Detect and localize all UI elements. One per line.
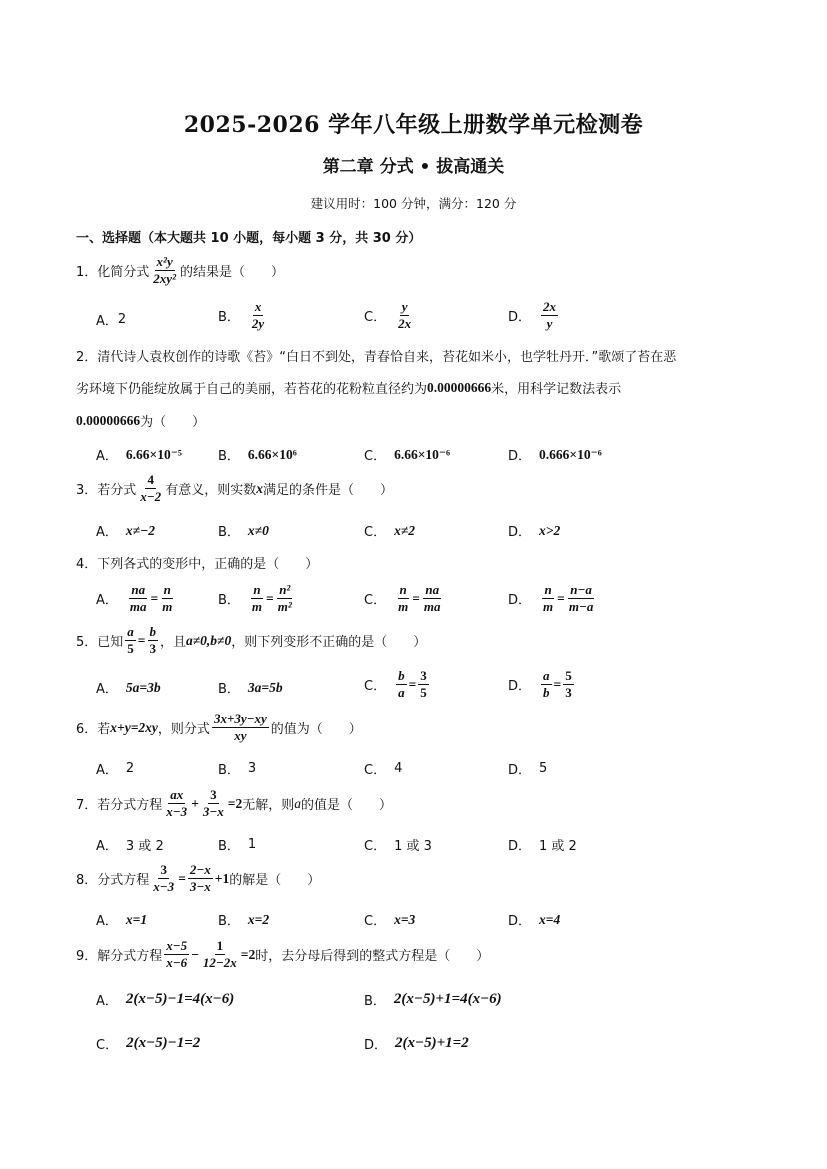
denominator: m bbox=[398, 599, 409, 614]
numerator: 5 bbox=[565, 668, 572, 683]
option-c[interactable] bbox=[364, 835, 432, 854]
equals-sign: = bbox=[137, 632, 146, 648]
math-variable: x bbox=[256, 480, 263, 496]
numerator: n bbox=[253, 582, 261, 597]
numerator: 3x+3y−xy bbox=[213, 711, 267, 726]
numerator: 2−x bbox=[189, 862, 211, 877]
numerator: n bbox=[399, 582, 407, 597]
denominator: 5 bbox=[420, 685, 427, 700]
option-label: B． bbox=[218, 593, 240, 608]
option-d[interactable] bbox=[508, 445, 602, 464]
denominator: x−6 bbox=[166, 955, 188, 970]
equation-rhs: =2 bbox=[240, 946, 256, 962]
option-b[interactable] bbox=[218, 759, 256, 778]
fraction bbox=[125, 625, 136, 656]
option-label: C． bbox=[364, 763, 387, 778]
option-d[interactable] bbox=[364, 1034, 469, 1053]
denominator: b bbox=[543, 685, 550, 700]
numerator: n² bbox=[279, 582, 291, 597]
numerator: 3 bbox=[160, 862, 167, 877]
option-a[interactable] bbox=[96, 910, 147, 929]
option-value: 2(x−5)−1=4(x−6) bbox=[125, 991, 235, 1007]
option-label: C． bbox=[96, 1038, 119, 1053]
option-value: 1 bbox=[247, 837, 257, 852]
question-text: 有意义，则实数 bbox=[165, 483, 257, 498]
option-c[interactable] bbox=[364, 521, 415, 540]
option-label: B． bbox=[218, 310, 240, 325]
numerator: 2x bbox=[543, 299, 557, 314]
option-b[interactable] bbox=[218, 445, 297, 464]
equation-rhs: =2 bbox=[227, 795, 243, 811]
question-text: 劣环境下仍能绽放属于自己的美丽，若苔花的花粉粒直径约为 bbox=[76, 382, 428, 397]
fraction bbox=[128, 583, 149, 614]
chapter-subtitle: 第二章 分式 • 拔高通关 bbox=[322, 157, 505, 177]
denominator: a bbox=[398, 685, 405, 700]
fraction bbox=[250, 583, 264, 614]
fraction bbox=[541, 669, 552, 700]
equals-sign: = bbox=[178, 870, 186, 886]
numerator: x²y bbox=[156, 254, 173, 269]
option-value: 4 bbox=[394, 761, 403, 776]
question-6 bbox=[76, 712, 362, 743]
option-label: D． bbox=[508, 310, 532, 325]
question-text: 时，去分母后得到的整式方程是（ ） bbox=[255, 949, 490, 964]
option-d[interactable] bbox=[508, 669, 576, 700]
option-label: B． bbox=[218, 914, 240, 929]
option-value: 1 或 2 bbox=[539, 839, 577, 854]
question-text: 化简分式 bbox=[97, 265, 150, 280]
option-label: A． bbox=[96, 593, 118, 608]
numerator: n−a bbox=[570, 582, 592, 597]
question-text: 为（ ） bbox=[140, 415, 206, 430]
section-title: 一、选择题（本大题共 10 小题，每小题 3 分，共 30 分） bbox=[76, 231, 422, 246]
option-label: B． bbox=[218, 763, 240, 778]
fraction bbox=[212, 712, 269, 743]
option-value: 6.66×10⁻⁶ bbox=[394, 446, 451, 462]
option-value: x=4 bbox=[539, 911, 561, 927]
option-b[interactable] bbox=[218, 910, 269, 929]
option-label: C． bbox=[364, 839, 387, 854]
question-text: 已知 bbox=[97, 635, 124, 650]
equals-sign: = bbox=[412, 590, 420, 606]
question-number: 7． bbox=[76, 798, 98, 813]
plus-sign: + bbox=[191, 795, 199, 811]
question-5 bbox=[76, 625, 426, 656]
option-label: D． bbox=[508, 679, 532, 694]
numerator: a bbox=[127, 624, 134, 639]
option-label: C． bbox=[364, 525, 387, 540]
option-value: 2 bbox=[117, 312, 127, 327]
option-label: D． bbox=[508, 914, 532, 929]
question-2-line-2 bbox=[76, 378, 621, 397]
option-b[interactable] bbox=[218, 583, 296, 614]
question-text: ，则分式 bbox=[157, 722, 210, 737]
option-d[interactable] bbox=[508, 835, 577, 854]
numerator: n bbox=[163, 582, 171, 597]
option-b[interactable] bbox=[364, 990, 502, 1009]
option-label: D． bbox=[364, 1038, 388, 1053]
option-d[interactable] bbox=[508, 759, 547, 778]
numerator: na bbox=[131, 582, 146, 597]
fraction bbox=[148, 625, 159, 656]
question-text: 分式方程 bbox=[97, 873, 150, 888]
option-label: A． bbox=[96, 449, 118, 464]
option-label: A． bbox=[96, 914, 118, 929]
numerator: 3 bbox=[210, 787, 217, 802]
denominator: ma bbox=[423, 599, 441, 614]
option-d[interactable] bbox=[508, 300, 560, 331]
option-a[interactable] bbox=[96, 445, 182, 464]
option-label: A． bbox=[96, 763, 118, 778]
question-9 bbox=[76, 939, 489, 970]
denominator: x−3 bbox=[153, 879, 175, 894]
numerator: n bbox=[544, 582, 552, 597]
math-condition: a≠0,b≠0 bbox=[186, 632, 232, 648]
option-value: 3a=5b bbox=[247, 679, 283, 695]
denominator: 2x bbox=[398, 316, 412, 331]
equation-tail: +1 bbox=[214, 870, 230, 886]
question-2-line-1: 2．清代诗人袁枚创作的诗歌《苔》“白日不到处，青春恰自来，苔花如米小，也学牡丹开．”歌颂了苔在恶 bbox=[76, 350, 677, 365]
denominator: 12−2x bbox=[202, 955, 237, 970]
question-text: 满足的条件是（ ） bbox=[262, 483, 393, 498]
numerator: x−5 bbox=[166, 938, 188, 953]
option-a[interactable] bbox=[96, 521, 155, 540]
question-1 bbox=[76, 255, 284, 286]
option-a[interactable] bbox=[96, 835, 164, 854]
question-number: 3． bbox=[76, 483, 98, 498]
denominator: 3−x bbox=[202, 804, 224, 819]
fraction bbox=[164, 788, 189, 819]
numerator: ax bbox=[170, 787, 184, 802]
denominator: 2xy² bbox=[153, 271, 176, 286]
numerator: a bbox=[543, 668, 550, 683]
denominator: x−3 bbox=[166, 804, 188, 819]
question-text: 的值是（ ） bbox=[301, 798, 393, 813]
question-4: 4．下列各式的变形中，正确的是（ ） bbox=[76, 557, 319, 572]
question-text: 的结果是（ ） bbox=[179, 265, 284, 280]
option-c[interactable] bbox=[96, 1034, 200, 1053]
fraction bbox=[138, 473, 163, 504]
option-a[interactable] bbox=[96, 583, 176, 614]
option-value: 5a=3b bbox=[125, 679, 161, 695]
equals-sign: = bbox=[408, 676, 417, 692]
option-value: 5 bbox=[539, 761, 548, 776]
option-label: D． bbox=[508, 763, 532, 778]
fraction bbox=[541, 583, 555, 614]
question-3 bbox=[76, 473, 393, 504]
question-text: 解分式方程 bbox=[97, 949, 163, 964]
option-label: A． bbox=[96, 839, 118, 854]
option-label: B． bbox=[218, 839, 240, 854]
fraction bbox=[201, 939, 239, 970]
denominator: x−2 bbox=[140, 489, 162, 504]
exam-title: 2025-2026 学年八年级上册数学单元检测卷 bbox=[183, 112, 644, 138]
fraction bbox=[396, 300, 413, 331]
option-value: 0.666×10⁻⁶ bbox=[539, 446, 602, 462]
option-value: 1 或 3 bbox=[394, 839, 432, 854]
equals-sign: = bbox=[266, 590, 274, 606]
minus-sign: − bbox=[191, 946, 199, 962]
question-2-line-3 bbox=[76, 411, 205, 430]
denominator: 3−x bbox=[189, 879, 211, 894]
option-value: 2(x−5)+1=2 bbox=[395, 1035, 469, 1051]
denominator: 3 bbox=[565, 685, 572, 700]
option-value: x>2 bbox=[539, 522, 561, 538]
fraction bbox=[396, 583, 410, 614]
option-c[interactable] bbox=[364, 300, 415, 331]
option-label: B． bbox=[218, 525, 240, 540]
option-a[interactable] bbox=[96, 990, 234, 1009]
option-value: x=3 bbox=[394, 911, 416, 927]
question-text: ，且 bbox=[160, 635, 187, 650]
math-value: 0.00000666 bbox=[76, 412, 141, 428]
question-text: 米，用科学记数法表示 bbox=[491, 382, 622, 397]
fraction bbox=[541, 300, 558, 331]
option-label: D． bbox=[508, 449, 532, 464]
option-value: x=2 bbox=[247, 911, 270, 927]
question-number: 8． bbox=[76, 873, 98, 888]
question-text: ，则下列变形不正确的是（ ） bbox=[231, 635, 427, 650]
option-value: x=1 bbox=[125, 911, 148, 927]
math-condition: x+y=2xy bbox=[110, 719, 158, 735]
denominator: m² bbox=[277, 599, 292, 614]
fraction bbox=[151, 863, 176, 894]
option-value: 3 bbox=[247, 761, 257, 776]
option-a[interactable] bbox=[96, 759, 134, 778]
option-label: A． bbox=[96, 682, 118, 697]
fraction bbox=[250, 300, 266, 331]
option-label: C． bbox=[364, 679, 387, 694]
denominator: m bbox=[251, 599, 263, 614]
numerator: 1 bbox=[216, 938, 224, 953]
fraction bbox=[201, 788, 226, 819]
option-label: C． bbox=[364, 593, 387, 608]
option-label: D． bbox=[508, 839, 532, 854]
fraction bbox=[164, 939, 189, 970]
option-label: A． bbox=[96, 525, 118, 540]
option-c[interactable] bbox=[364, 445, 450, 464]
fraction bbox=[188, 863, 213, 894]
option-value: 2 bbox=[125, 761, 135, 776]
denominator: y bbox=[546, 316, 553, 331]
question-number: 1． bbox=[76, 265, 98, 280]
option-value: x≠0 bbox=[247, 522, 269, 538]
option-value: 6.66×10⁻⁵ bbox=[125, 446, 182, 462]
fraction bbox=[396, 669, 407, 700]
denominator: xy bbox=[234, 728, 247, 743]
numerator: na bbox=[425, 582, 440, 597]
question-number: 6． bbox=[76, 722, 98, 737]
equals-sign: = bbox=[557, 590, 565, 606]
question-text: 的解是（ ） bbox=[229, 873, 321, 888]
fraction bbox=[563, 669, 574, 700]
option-label: D． bbox=[508, 593, 532, 608]
fraction bbox=[276, 583, 294, 614]
question-7 bbox=[76, 788, 392, 819]
numerator: 4 bbox=[147, 472, 154, 487]
equals-sign: = bbox=[150, 590, 159, 606]
option-label: B． bbox=[218, 682, 240, 697]
option-label: C． bbox=[364, 310, 387, 325]
fraction bbox=[567, 583, 596, 614]
option-a[interactable] bbox=[96, 310, 126, 329]
denominator: ma bbox=[129, 599, 147, 614]
fraction bbox=[418, 669, 429, 700]
option-value: x≠−2 bbox=[125, 522, 155, 538]
option-c[interactable] bbox=[364, 759, 402, 778]
numerator: 3 bbox=[420, 668, 427, 683]
option-b[interactable] bbox=[218, 678, 283, 697]
denominator: 3 bbox=[149, 641, 156, 656]
option-b[interactable] bbox=[218, 521, 269, 540]
numerator: x bbox=[254, 299, 262, 314]
question-text: 无解，则 bbox=[242, 798, 295, 813]
option-label: B． bbox=[364, 994, 386, 1009]
question-text: 若分式方程 bbox=[97, 798, 163, 813]
question-text: 若 bbox=[97, 722, 111, 737]
denominator: m bbox=[162, 599, 173, 614]
fraction bbox=[151, 255, 178, 286]
option-d[interactable] bbox=[508, 583, 597, 614]
denominator: m bbox=[543, 599, 554, 614]
option-c[interactable] bbox=[364, 910, 415, 929]
question-8 bbox=[76, 863, 320, 894]
fraction bbox=[160, 583, 174, 614]
equals-sign: = bbox=[553, 676, 562, 692]
option-label: A． bbox=[96, 994, 118, 1009]
option-value: 3 或 2 bbox=[125, 839, 164, 854]
math-value: 0.00000666 bbox=[427, 379, 492, 395]
denominator: 2y bbox=[251, 316, 265, 331]
numerator: b bbox=[149, 624, 156, 639]
math-variable: a bbox=[294, 795, 301, 811]
option-label: C． bbox=[364, 449, 387, 464]
option-value: 2(x−5)−1=2 bbox=[126, 1035, 201, 1051]
option-value: x≠2 bbox=[394, 522, 415, 538]
option-label: A． bbox=[96, 314, 118, 329]
time-info: 建议用时：100 分钟，满分：120 分 bbox=[310, 196, 517, 211]
option-label: C． bbox=[364, 914, 387, 929]
option-b[interactable] bbox=[218, 300, 268, 331]
question-text: 的值为（ ） bbox=[270, 722, 362, 737]
denominator: 5 bbox=[127, 641, 134, 656]
option-label: D． bbox=[508, 525, 532, 540]
option-label: B． bbox=[218, 449, 240, 464]
question-number: 9． bbox=[76, 949, 98, 964]
option-value: 2(x−5)+1=4(x−6) bbox=[393, 991, 502, 1007]
numerator: y bbox=[401, 299, 408, 314]
question-text: 若分式 bbox=[97, 483, 137, 498]
denominator: m−a bbox=[568, 599, 594, 614]
option-a[interactable] bbox=[96, 678, 161, 697]
option-c[interactable] bbox=[364, 583, 445, 614]
question-number: 5． bbox=[76, 635, 98, 650]
fraction bbox=[422, 583, 443, 614]
option-d[interactable] bbox=[508, 521, 560, 540]
option-c[interactable] bbox=[364, 669, 431, 700]
option-d[interactable] bbox=[508, 910, 560, 929]
numerator: b bbox=[398, 668, 405, 683]
option-value: 6.66×10⁶ bbox=[247, 446, 297, 462]
option-b[interactable] bbox=[218, 835, 256, 854]
